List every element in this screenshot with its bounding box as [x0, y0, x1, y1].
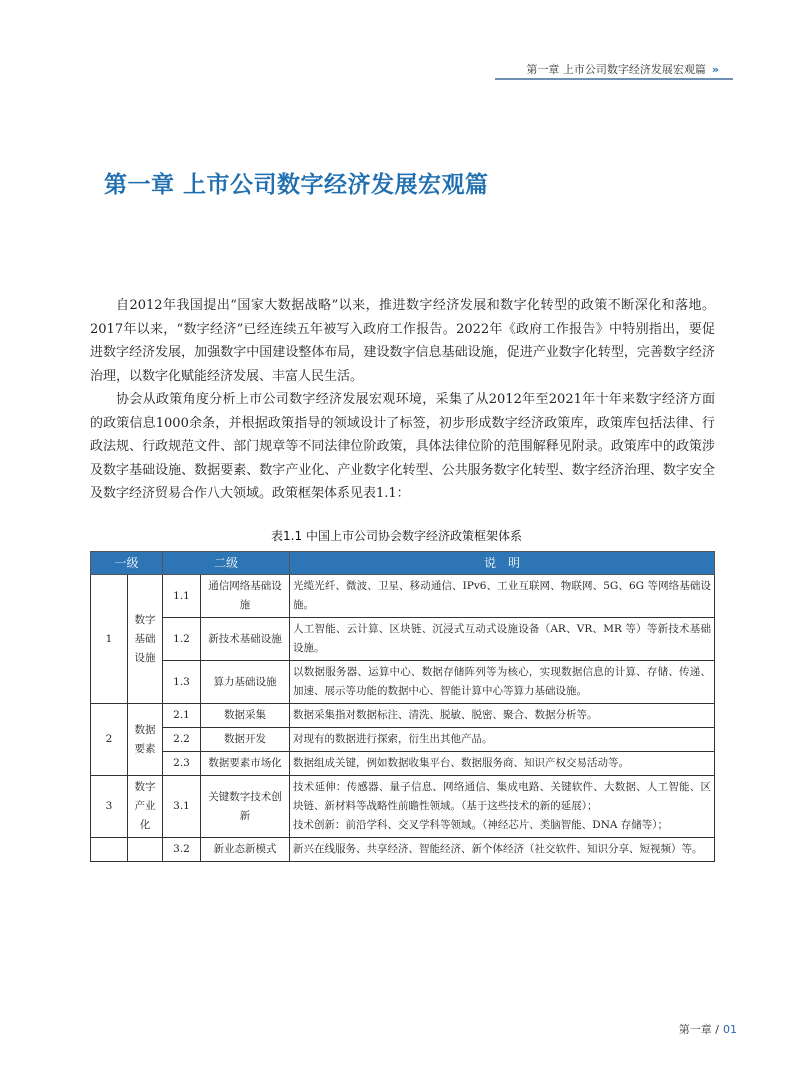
body-text: [90, 294, 715, 506]
running-header-title: 第一章 上市公司数字经济发展宏观篇: [526, 63, 706, 76]
row-code: 2.3: [163, 752, 201, 776]
row-description: 以数据服务器、运算中心、数据存储阵列等为核心，实现数据信息的计算、存储、传递、加速、展示等功能的数据中心、智能计算中心等算力基础设施。: [290, 661, 715, 704]
table-row: [91, 618, 715, 661]
group-number: 3: [91, 776, 128, 838]
row-name: 新技术基础设施: [201, 618, 290, 661]
table-caption: 表1.1 中国上市公司协会数字经济政策框架体系: [271, 529, 522, 543]
row-description: [290, 776, 715, 838]
table-row: [91, 575, 715, 618]
page-number: 01: [723, 1023, 737, 1036]
group-name: [128, 838, 163, 862]
chapter-title: 第一章 上市公司数字经济发展宏观篇: [104, 172, 489, 198]
row-name: 算力基础设施: [201, 661, 290, 704]
group-name: 数字 产业 化: [128, 776, 163, 838]
paragraph-1: 自2012年我国提出“国家大数据战略”以来，推进数字经济发展和数字化转型的政策不断深化和落地。2017年以来，“数字经济”已经连续五年被写入政府工作报告。2022年《政府工作报告》中特别指出，要促进数字经济发展，加强数字中国建设整体布局，建设数字信息基础设施，促进产业数字化转型，完善数字经济治理，以数字化赋能经济发展、丰富人民生活。: [90, 298, 715, 384]
row-description: 数据组成关键，例如数据收集平台、数据服务商、知识产权交易活动等。: [290, 752, 715, 776]
header-description: 说 明: [290, 552, 715, 575]
table-row: [91, 752, 715, 776]
row-code: 3.1: [163, 776, 201, 838]
header-level2: 二级: [163, 552, 290, 575]
paragraph-2: 协会从政策角度分析上市公司数字经济发展宏观环境，采集了从2012年至2021年十年来数字经济方面的政策信息1000余条，并根据政策指导的领域设计了标签，初步形成数字经济政策库，政策库包括法律、行政法规、行政规范文件、部门规章等不同法律位阶政策，具体法律位阶的范围解释见附录。政策库中的政策涉及数字基础设施、数据要素、数字产业化、产业数字化转型、公共服务数字化转型、数字经济治理、数字安全及数字经济贸易合作八大领域。政策框架体系见表1.1：: [90, 392, 715, 501]
table-row: [91, 838, 715, 862]
group-number: [91, 838, 128, 862]
header-rule: [495, 78, 733, 80]
row-name: 通信网络基础设施: [201, 575, 290, 618]
row-code: 1.1: [163, 575, 201, 618]
row-name: 关键数字技术创新: [201, 776, 290, 838]
row-code: 2.1: [163, 704, 201, 728]
row-description: 数据采集指对数据标注、清洗、脱敏、脱密、聚合、数据分析等。: [290, 704, 715, 728]
row-name: 数据开发: [201, 728, 290, 752]
group-name: 数字 基础 设施: [128, 575, 163, 704]
row-name: 数据要素市场化: [201, 752, 290, 776]
group-number: 2: [91, 704, 128, 776]
description-line: 技术创新：前沿学科、交叉学科等领域。（神经芯片、类脑智能、DNA 存储等）；: [293, 819, 669, 831]
table-row: [91, 661, 715, 704]
row-code: 1.2: [163, 618, 201, 661]
running-header: [526, 61, 717, 77]
row-description: 光缆光纤、微波、卫星、移动通信、IPv6、工业互联网、物联网、5G、6G 等网络基础设施。: [290, 575, 715, 618]
row-code: 1.3: [163, 661, 201, 704]
double-chevron-icon: ››: [711, 63, 717, 76]
table-header-row: [91, 552, 715, 575]
group-number: 1: [91, 575, 128, 704]
footer-chapter: 第一章 /: [678, 1023, 719, 1036]
row-description: 对现有的数据进行探索，衍生出其他产品。: [290, 728, 715, 752]
table-row: [91, 776, 715, 838]
row-code: 3.2: [163, 838, 201, 862]
header-level1: 一级: [91, 552, 163, 575]
table-row: [91, 728, 715, 752]
description-line: 技术延伸：传感器、量子信息、网络通信、集成电路、关键软件、大数据、人工智能、区块链、新材料等战略性前瞻性领域。（基于这些技术的新的延展）；: [293, 781, 711, 812]
row-name: 数据采集: [201, 704, 290, 728]
group-name: 数据 要素: [128, 704, 163, 776]
table-row: [91, 704, 715, 728]
row-description: 新兴在线服务、共享经济、智能经济、新个体经济（社交软件、知识分享、短视频）等。: [290, 838, 715, 862]
policy-framework-table: [90, 551, 715, 862]
row-code: 2.2: [163, 728, 201, 752]
row-description: 人工智能、云计算、区块链、沉浸式互动式设施设备（AR、VR、MR 等）等新技术基础设施。: [290, 618, 715, 661]
row-name: 新业态新模式: [201, 838, 290, 862]
page-footer: [679, 1021, 737, 1037]
